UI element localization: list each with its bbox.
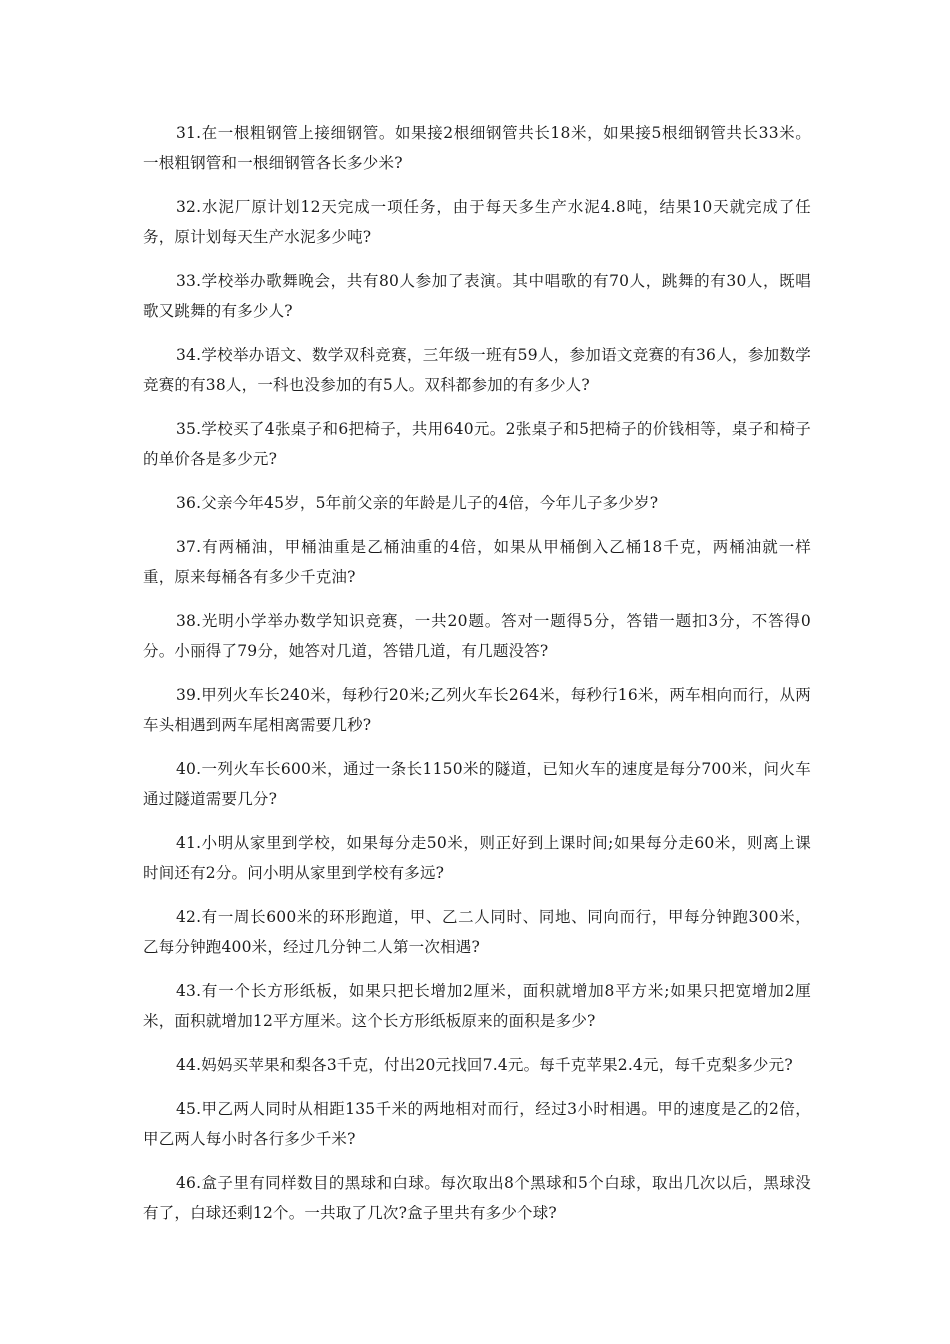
problem-31: 31.在一根粗钢管上接细钢管。如果接2根细钢管共长18米，如果接5根细钢管共长33米。一根粗钢管和一根细钢管各长多少米? [143,124,811,172]
problem-42: 42.有一周长600米的环形跑道，甲、乙二人同时、同地、同向而行，甲每分钟跑300米，乙每分钟跑400米，经过几分钟二人第一次相遇? [143,908,811,956]
problem-41: 41.小明从家里到学校，如果每分走50米，则正好到上课时间;如果每分走60米，则离上课时间还有2分。问小明从家里到学校有多远? [143,834,811,882]
problem-34: 34.学校举办语文、数学双科竞赛，三年级一班有59人，参加语文竞赛的有36人，参加数学竞赛的有38人，一科也没参加的有5人。双科都参加的有多少人? [143,346,811,394]
problem-43: 43.有一个长方形纸板，如果只把长增加2厘米，面积就增加8平方米;如果只把宽增加2厘米，面积就增加12平方厘米。这个长方形纸板原来的面积是多少? [143,982,811,1030]
problem-45: 45.甲乙两人同时从相距135千米的两地相对而行，经过3小时相遇。甲的速度是乙的2倍，甲乙两人每小时各行多少千米? [143,1100,811,1148]
problem-list [143,118,811,1242]
problem-39: 39.甲列火车长240米，每秒行20米;乙列火车长264米，每秒行16米，两车相向而行，从两车头相遇到两车尾相离需要几秒? [143,686,811,734]
problem-37: 37.有两桶油，甲桶油重是乙桶油重的4倍，如果从甲桶倒入乙桶18千克，两桶油就一样重，原来每桶各有多少千克油? [143,538,811,586]
problem-36: 36.父亲今年45岁，5年前父亲的年龄是儿子的4倍，今年儿子多少岁? [176,494,659,512]
problem-33: 33.学校举办歌舞晚会，共有80人参加了表演。其中唱歌的有70人，跳舞的有30人，既唱歌又跳舞的有多少人? [143,272,811,320]
problem-35: 35.学校买了4张桌子和6把椅子，共用640元。2张桌子和5把椅子的价钱相等，桌子和椅子的单价各是多少元? [143,420,811,468]
problem-32: 32.水泥厂原计划12天完成一项任务，由于每天多生产水泥4.8吨，结果10天就完成了任务，原计划每天生产水泥多少吨? [143,198,811,246]
problem-46: 46.盒子里有同样数目的黑球和白球。每次取出8个黑球和5个白球，取出几次以后，黑球没有了，白球还剩12个。一共取了几次?盒子里共有多少个球? [143,1174,811,1222]
problem-38: 38.光明小学举办数学知识竞赛，一共20题。答对一题得5分，答错一题扣3分，不答得0分。小丽得了79分，她答对几道，答错几道，有几题没答? [143,612,811,660]
problem-44: 44.妈妈买苹果和梨各3千克，付出20元找回7.4元。每千克苹果2.4元，每千克梨多少元? [176,1056,793,1074]
problem-40: 40.一列火车长600米，通过一条长1150米的隧道，已知火车的速度是每分700米，问火车通过隧道需要几分? [143,760,811,808]
